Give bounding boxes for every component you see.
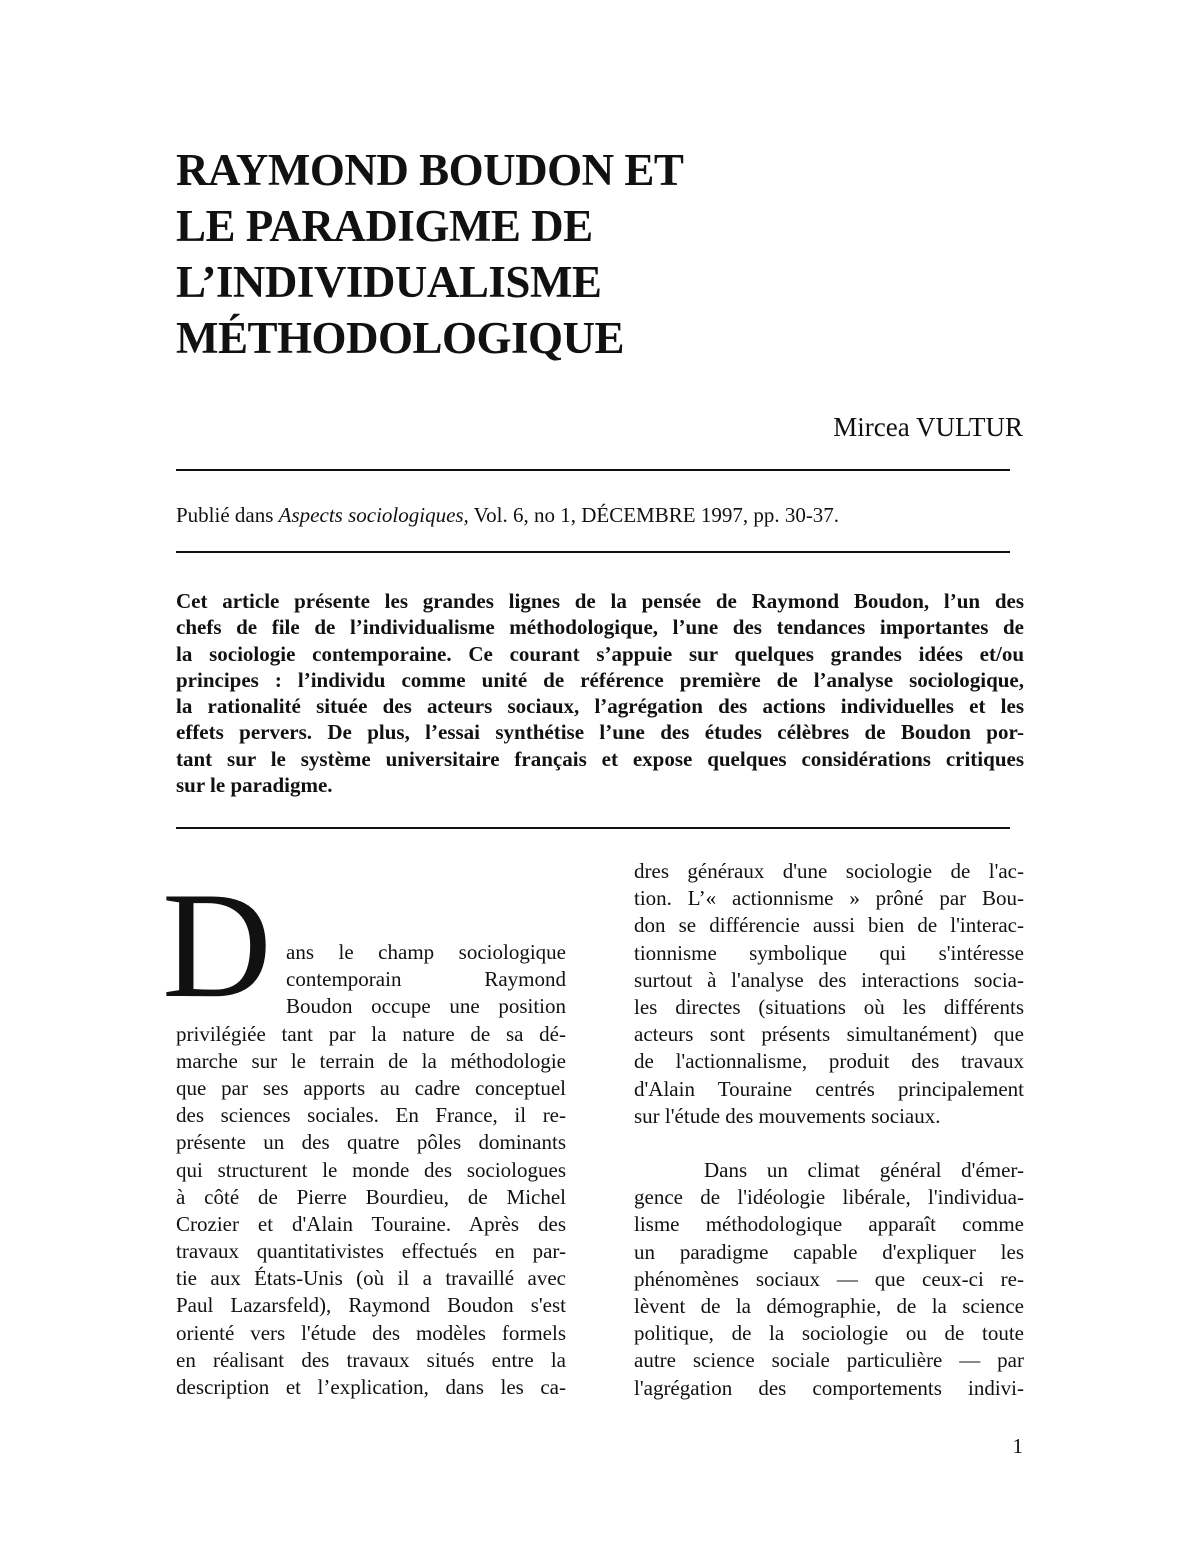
- body-line: phénomènes sociaux — que ceux-ci re-: [634, 1266, 1024, 1291]
- title-line: RAYMOND BOUDON ET: [176, 145, 684, 195]
- article-title: [176, 142, 1036, 366]
- body-line: que par ses apports au cadre conceptuel: [176, 1075, 566, 1100]
- abstract-line: principes : l’individu comme unité de référence première de l’analyse sociologique,: [176, 667, 1024, 692]
- body-line: tionnisme symbolique qui s'intéresse: [634, 940, 1024, 965]
- body-line: surtout à l'analyse des interactions socia-: [634, 967, 1024, 992]
- title-line: LE PARADIGME DE: [176, 201, 593, 251]
- body-line: à côté de Pierre Bourdieu, de Michel: [176, 1184, 566, 1209]
- body-line: description et l’explication, dans les ca-: [176, 1375, 566, 1399]
- author-name: Mircea VULTUR: [833, 412, 1023, 442]
- abstract-line: la rationalité située des acteurs sociaux, l’agrégation des actions individuelles et les: [176, 694, 1024, 719]
- body-line: lisme méthodologique apparaît comme: [634, 1212, 1024, 1237]
- body-line: sur l'étude des mouvements sociaux.: [634, 1103, 941, 1128]
- horizontal-rule: [176, 551, 1010, 553]
- abstract-line: tant sur le système universitaire français et expose quelques considérations critiques: [176, 746, 1024, 771]
- title-line: MÉTHODOLOGIQUE: [176, 313, 625, 363]
- body-line: don se différencie aussi bien de l'interac-: [634, 913, 1024, 938]
- body-line: travaux quantitativistes effectués en par-: [176, 1239, 566, 1264]
- abstract-line: Cet article présente les grandes lignes de la pensée de Raymond Boudon, l’un des: [176, 589, 1024, 613]
- journal-name: Aspects sociologiques,: [278, 503, 469, 527]
- abstract-line: chefs de file de l’individualisme méthodologique, l’une des tendances importantes de: [176, 615, 1024, 640]
- title-line: L’INDIVIDUALISME: [176, 257, 602, 307]
- body-line: politique, de la sociologie ou de toute: [634, 1321, 1024, 1346]
- body-line: autre science sociale particulière — par: [634, 1348, 1024, 1373]
- body-line: Boudon occupe une position: [286, 994, 566, 1019]
- body-line: gence de l'idéologie libérale, l'individua-: [634, 1185, 1024, 1210]
- body-line: Dans un climat général d'émer-: [704, 1158, 1024, 1183]
- abstract: [176, 588, 1024, 798]
- abstract-line: sur le paradigme.: [176, 773, 333, 798]
- body-line: dres généraux d'une sociologie de l'ac-: [634, 859, 1024, 883]
- body-line: orienté vers l'étude des modèles formels: [176, 1320, 566, 1345]
- body-line: Crozier et d'Alain Touraine. Après des: [176, 1211, 566, 1236]
- body-line: tie aux États-Unis (où il a travaillé avec: [176, 1266, 566, 1291]
- abstract-line: effets pervers. De plus, l’essai synthétise l’une des études célèbres de Boudon por-: [176, 720, 1024, 745]
- horizontal-rule: [176, 469, 1010, 471]
- body-column-right: [634, 858, 1024, 1402]
- body-line: présente un des quatre pôles dominants: [176, 1130, 566, 1155]
- body-line: marche sur le terrain de la méthodologie: [176, 1048, 566, 1073]
- page-number: 1: [1012, 1434, 1023, 1458]
- body-line: en réalisant des travaux situés entre la: [176, 1347, 566, 1372]
- body-line: des sciences sociales. En France, il re-: [176, 1103, 566, 1128]
- publication-details: Vol. 6, no 1, DÉCEMBRE 1997, pp. 30-37.: [468, 503, 840, 527]
- body-line: d'Alain Touraine centrés principalement: [634, 1076, 1024, 1101]
- body-line: un paradigme capable d'expliquer les: [634, 1239, 1024, 1264]
- body-line: contemporain Raymond: [286, 967, 566, 992]
- body-line: l'agrégation des comportements indivi-: [634, 1375, 1024, 1400]
- body-line: de l'actionnalisme, produit des travaux: [634, 1049, 1024, 1074]
- publication-prefix: Publié dans: [176, 503, 279, 527]
- paragraph-gap: [634, 1130, 1024, 1157]
- body-line: acteurs sont présents simultanément) que: [634, 1022, 1024, 1047]
- abstract-line: la sociologie contemporaine. Ce courant s’appuie sur quelques grandes idées et/ou: [176, 641, 1024, 666]
- body-line: ans le champ sociologique: [286, 940, 566, 964]
- publication-info: [176, 500, 1016, 530]
- horizontal-rule: [176, 827, 1010, 829]
- body-line: les directes (situations où les différents: [634, 994, 1024, 1019]
- drop-cap: D: [162, 861, 272, 1029]
- body-line: tion. L’« actionnisme » prôné par Bou-: [634, 886, 1024, 911]
- body-line: privilégiée tant par la nature de sa dé-: [176, 1021, 566, 1046]
- body-line: Paul Lazarsfeld), Raymond Boudon s'est: [176, 1293, 566, 1318]
- body-line: lèvent de la démographie, de la science: [634, 1294, 1024, 1318]
- body-column-left: [176, 939, 566, 1401]
- body-line: qui structurent le monde des sociologues: [176, 1157, 566, 1182]
